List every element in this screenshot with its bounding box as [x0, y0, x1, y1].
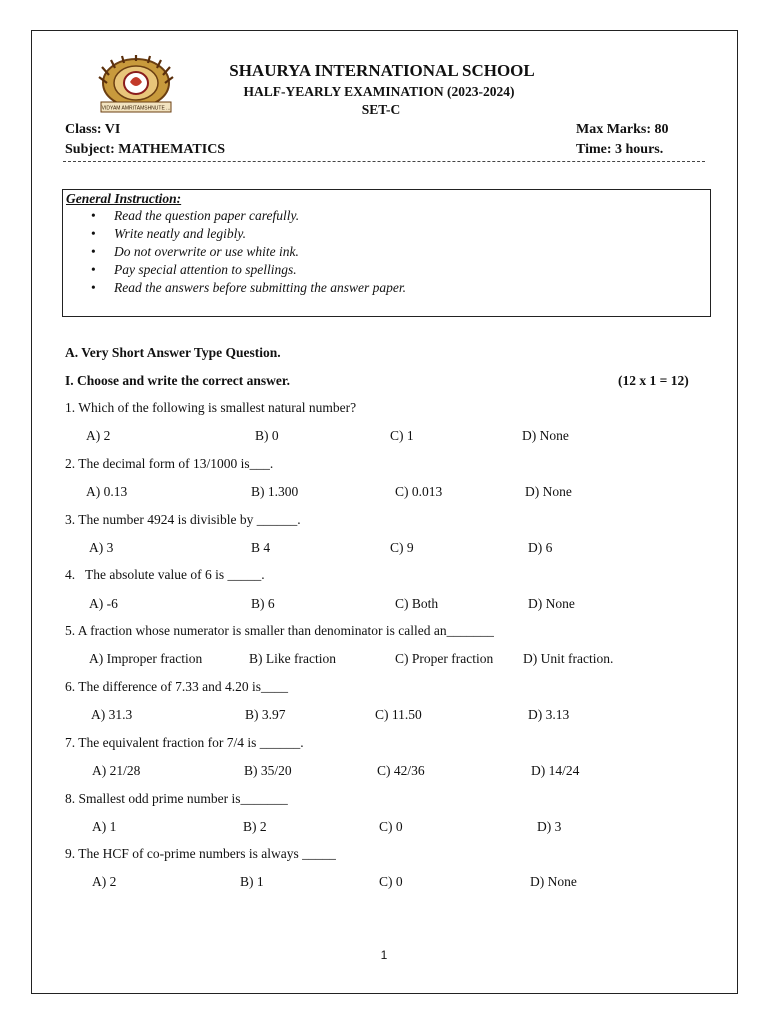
- q3-option-d: D) 6: [528, 540, 553, 555]
- q4-option-c: C) Both: [395, 596, 439, 611]
- q2-option-b: B) 1.300: [251, 484, 299, 499]
- q2-option-d: D) None: [525, 484, 572, 499]
- instruction-item: • Write neatly and legibly.: [111, 225, 710, 243]
- q4-option-b: B) 6: [251, 596, 275, 611]
- instructions-title: General Instruction:: [66, 191, 182, 206]
- header-divider: [63, 161, 705, 162]
- q5-option-c: C) Proper fraction: [395, 651, 494, 666]
- question-5: 5. A fraction whose numerator is smaller than denominator is called an_______: [65, 623, 494, 638]
- instruction-item: • Read the answers before submitting the answer paper.: [111, 279, 710, 297]
- question-3: 3. The number 4924 is divisible by ______.: [65, 512, 301, 527]
- q4-option-a: A) -6: [89, 596, 118, 611]
- q1-option-d: D) None: [522, 428, 569, 443]
- q2-option-c: C) 0.013: [395, 484, 443, 499]
- q8-option-a: A) 1: [92, 819, 117, 834]
- q6-option-b: B) 3.97: [245, 707, 286, 722]
- q2-option-a: A) 0.13: [86, 484, 128, 499]
- q5-option-d: D) Unit fraction.: [523, 651, 614, 666]
- school-name: SHAURYA INTERNATIONAL SCHOOL: [229, 61, 535, 80]
- question-8: 8. Smallest odd prime number is_______: [65, 791, 288, 806]
- page-number: 1: [380, 948, 388, 962]
- instruction-item: • Do not overwrite or use white ink.: [111, 243, 710, 261]
- q1-option-a: A) 2: [86, 428, 111, 443]
- q9-option-c: C) 0: [379, 874, 403, 889]
- svg-text:VIDYAM AMRITAMSHNUTE ...: VIDYAM AMRITAMSHNUTE ...: [101, 105, 171, 112]
- instructions-box: [62, 189, 711, 317]
- q7-option-d: D) 14/24: [531, 763, 580, 778]
- max-marks: Max Marks: 80: [576, 122, 669, 137]
- instruction-item: • Read the question paper carefully.: [111, 207, 710, 225]
- question-4: 4. The absolute value of 6 is _____.: [65, 567, 265, 582]
- set-label: SET-C: [361, 102, 401, 117]
- instructions-list: [66, 207, 710, 297]
- instruction-item: • Pay special attention to spellings.: [111, 261, 710, 279]
- q7-option-b: B) 35/20: [244, 763, 292, 778]
- q1-option-b: B) 0: [255, 428, 279, 443]
- q9-option-b: B) 1: [240, 874, 264, 889]
- q4-option-d: D) None: [528, 596, 575, 611]
- q5-option-b: B) Like fraction: [249, 651, 336, 666]
- q8-option-d: D) 3: [537, 819, 562, 834]
- q3-option-c: C) 9: [390, 540, 414, 555]
- q3-option-a: A) 3: [89, 540, 114, 555]
- section-title: A. Very Short Answer Type Question.: [65, 345, 281, 360]
- q3-option-b: B 4: [251, 540, 271, 555]
- section-subtitle: I. Choose and write the correct answer.: [65, 373, 290, 388]
- subject-label: Subject: MATHEMATICS: [65, 142, 226, 157]
- question-1: 1. Which of the following is smallest natural number?: [65, 400, 357, 415]
- q6-option-c: C) 11.50: [375, 707, 422, 722]
- q9-option-d: D) None: [530, 874, 577, 889]
- section-marks: (12 x 1 = 12): [618, 373, 689, 388]
- question-7: 7. The equivalent fraction for 7/4 is ______.: [65, 735, 304, 750]
- q8-option-b: B) 2: [243, 819, 267, 834]
- q1-option-c: C) 1: [390, 428, 414, 443]
- q9-option-a: A) 2: [92, 874, 117, 889]
- q6-option-a: A) 31.3: [91, 707, 133, 722]
- question-9: 9. The HCF of co-prime numbers is always _____: [65, 846, 336, 861]
- q7-option-c: C) 42/36: [377, 763, 425, 778]
- time-label: Time: 3 hours.: [576, 142, 664, 157]
- question-6: 6. The difference of 7.33 and 4.20 is____: [65, 679, 288, 694]
- class-label: Class: VI: [65, 122, 121, 137]
- q8-option-c: C) 0: [379, 819, 403, 834]
- exam-title: HALF-YEARLY EXAMINATION (2023-2024): [243, 84, 515, 99]
- q7-option-a: A) 21/28: [92, 763, 141, 778]
- question-2: 2. The decimal form of 13/1000 is___.: [65, 456, 274, 471]
- q6-option-d: D) 3.13: [528, 707, 570, 722]
- q5-option-a: A) Improper fraction: [89, 651, 203, 666]
